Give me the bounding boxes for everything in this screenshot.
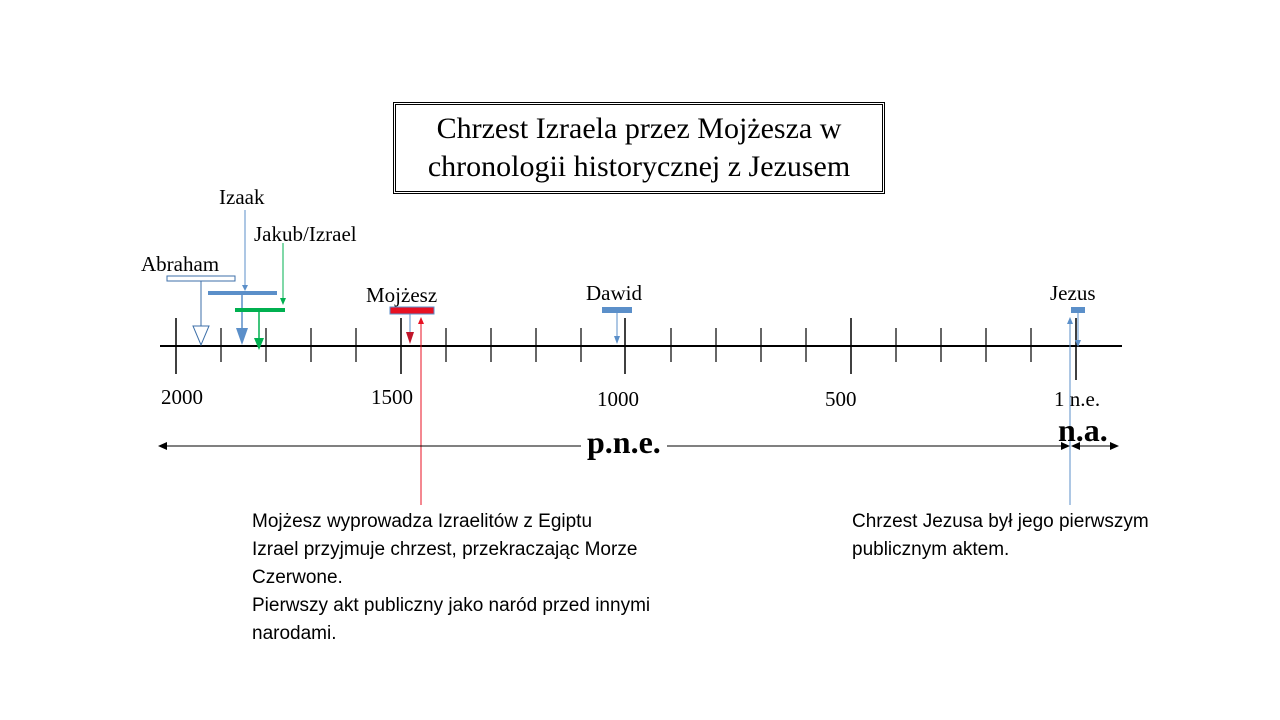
jesus-note-line: Chrzest Jezusa był jego pierwszym <box>852 511 1149 532</box>
jesus-note <box>852 508 1149 564</box>
label-abraham: Abraham <box>141 252 220 276</box>
mojzesz-arrow-icon <box>406 332 414 344</box>
title-box <box>393 102 885 194</box>
moses-note-line: Czerwone. <box>252 567 343 588</box>
bc-left-arrowhead-icon <box>158 442 167 450</box>
moses-note-line: Pierwszy akt publiczny jako naród przed innymi <box>252 595 651 616</box>
moses-note-line: narodami. <box>252 623 337 644</box>
tick-label-2000: 2000 <box>161 385 203 409</box>
label-jakub: Jakub/Izrael <box>254 222 357 246</box>
mojzesz-callout-arrow-icon <box>418 317 424 324</box>
dawid-arrow-icon <box>614 336 620 344</box>
title-line-2: chronologii historycznej z Jezusem <box>427 150 851 183</box>
label-jezus: Jezus <box>1050 281 1096 305</box>
label-izaak: Izaak <box>219 185 265 209</box>
title-line-1: Chrzest Izraela przez Mojżesza w <box>436 112 842 145</box>
tick-label-1500: 1500 <box>371 385 413 409</box>
label-dawid: Dawid <box>586 281 642 305</box>
izaak-label-arrow-icon <box>242 285 248 291</box>
moses-note-line: Mojżesz wyprowadza Izraelitów z Egiptu <box>252 511 593 532</box>
jakub-label-arrow-icon <box>280 298 286 305</box>
era-bc-label: p.n.e. <box>581 424 667 461</box>
abraham-arrow-icon <box>193 326 209 345</box>
moses-note-line: Izrael przyjmuje chrzest, przekraczając Morze <box>252 539 638 560</box>
jakub-arrow-icon <box>254 338 264 350</box>
jakub-bar <box>235 308 285 312</box>
tick-label-500: 500 <box>825 387 857 411</box>
moses-note <box>252 508 650 648</box>
jezus-callout-arrow-icon <box>1067 317 1073 324</box>
izaak-bar <box>208 291 277 295</box>
izaak-arrow-icon <box>236 328 248 345</box>
label-mojzesz: Mojżesz <box>366 283 438 307</box>
ad-right-arrowhead-icon <box>1110 442 1119 450</box>
mojzesz-bar <box>390 307 434 314</box>
jezus-bar <box>1071 307 1085 313</box>
era-ad-label: n.a. <box>1058 412 1108 448</box>
tick-label-1: 1 n.e. <box>1054 387 1101 411</box>
jesus-note-line: publicznym aktem. <box>852 539 1010 560</box>
tick-label-1000: 1000 <box>597 387 639 411</box>
dawid-bar <box>602 307 632 313</box>
